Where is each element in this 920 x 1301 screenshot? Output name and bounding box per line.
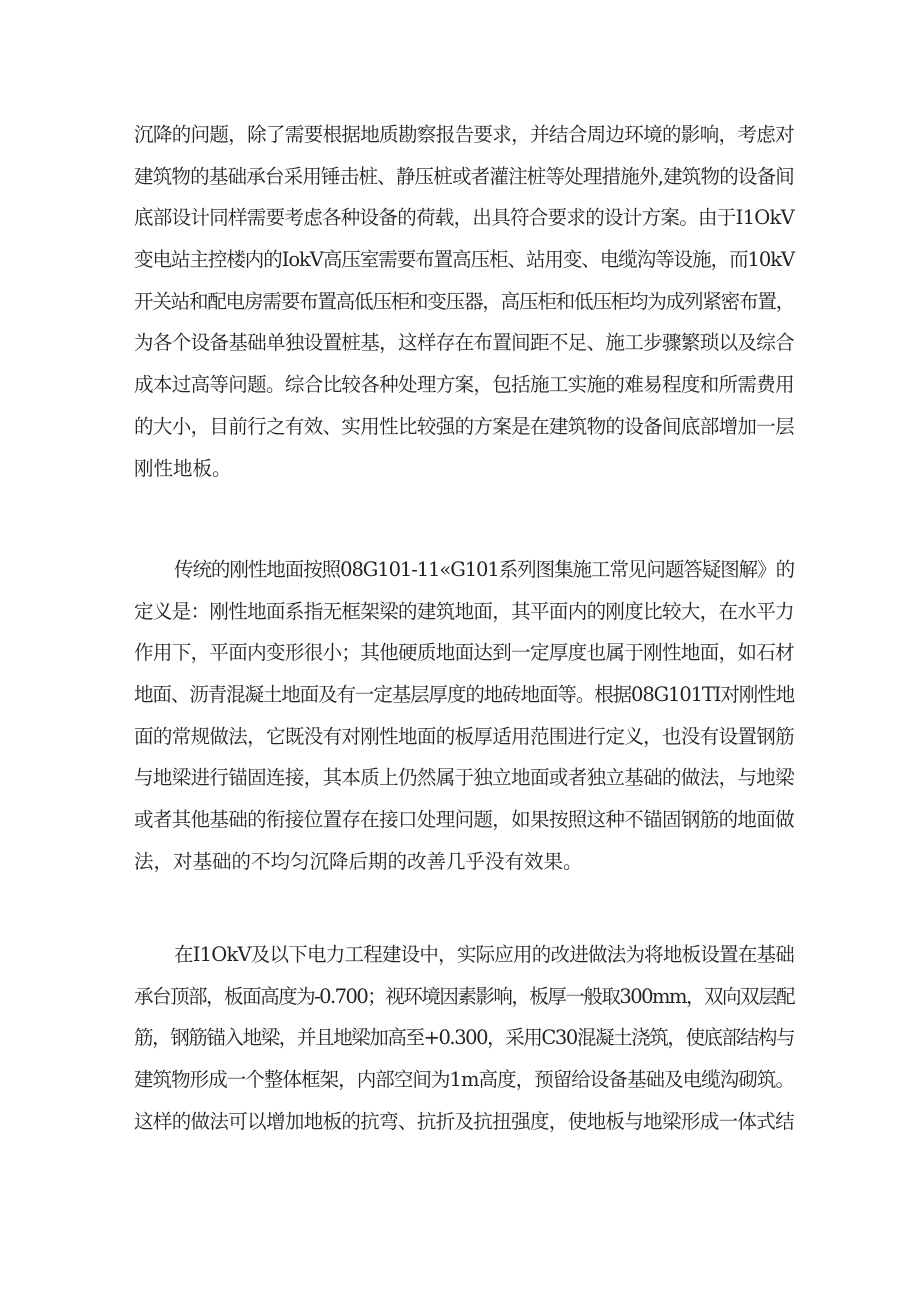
text-line: 在I1OkV及以下电力工程建设中，实际应用的改进做法为将地板设置在基础 (174, 943, 794, 966)
text-line: 建筑物形成一个整体框架，内部空间为1m高度，预留给设备基础及电缆沟砌筑。 (134, 1068, 794, 1092)
paragraph-2 (134, 549, 794, 883)
text-line: 的大小，目前行之有效、实用性比较强的方案是在建筑物的设备间底部增加一层 (134, 414, 794, 438)
text-line: 刚性地板。 (134, 456, 232, 480)
text-line: 这样的做法可以增加地板的抗弯、抗折及抗扭强度，使地板与地梁形成一体式结 (134, 1109, 794, 1133)
text-line: 为各个设备基础单独设置桩基，这样存在布置间距不足、施工步骤繁琐以及综合 (134, 331, 794, 355)
text-line: 沉降的问题，除了需要根据地质勘察报告要求，并结合周边环境的影响，考虑对 (134, 123, 794, 146)
text-line: 法，对基础的不均匀沉降后期的改善几乎没有效果。 (134, 849, 583, 873)
text-line: 变电站主控楼内的IokV高压室需要布置高压柜、站用变、电缆沟等设施，而10kV (134, 248, 794, 272)
text-line: 作用下，平面内变形很小；其他硬质地面达到一定厚度也属于刚性地面，如石材 (134, 641, 794, 665)
paragraph-3 (134, 934, 794, 1142)
text-line: 成本过高等问题。综合比较各种处理方案，包括施工实施的难易程度和所需费用 (134, 373, 794, 397)
text-line: 与地梁进行锚固连接，其本质上仍然属于独立地面或者独立基础的做法，与地梁 (134, 766, 794, 790)
text-line: 面的常规做法，它既没有对刚性地面的板厚适用范围进行定义，也没有设置钢筋 (134, 724, 794, 748)
text-line: 筋，钢筋锚入地梁，并且地梁加高至+0.300，采用C30混凝土浇筑，使底部结构与 (134, 1026, 794, 1050)
text-line: 底部设计同样需要考虑各种设备的荷载，出具符合要求的设计方案。由于I1OkV (134, 206, 794, 230)
text-line: 定义是：刚性地面系指无框架梁的建筑地面，其平面内的刚度比较大，在水平力 (134, 599, 794, 623)
text-line: 承台顶部，板面高度为-0.700；视环境因素影响，板厚一般取300mm，双向双层配 (134, 984, 794, 1008)
paragraph-1 (134, 114, 794, 489)
text-line: 开关站和配电房需要布置高低压柜和变压器，高压柜和低压柜均为成列紧密布置， (134, 289, 794, 313)
text-line: 建筑物的基础承台采用锤击桩、静压桩或者灌注桩等处理措施外,建筑物的设备间 (134, 164, 794, 188)
text-line: 或者其他基础的衔接位置存在接口处理问题，如果按照这种不锚固钢筋的地面做 (134, 808, 794, 832)
text-line: 传统的刚性地面按照08G101-11«G101系列图集施工常见问题答疑图解》的 (174, 558, 794, 581)
text-line: 地面、沥青混凝土地面及有一定基层厚度的地砖地面等。根据08G101TI对刚性地 (134, 683, 794, 707)
